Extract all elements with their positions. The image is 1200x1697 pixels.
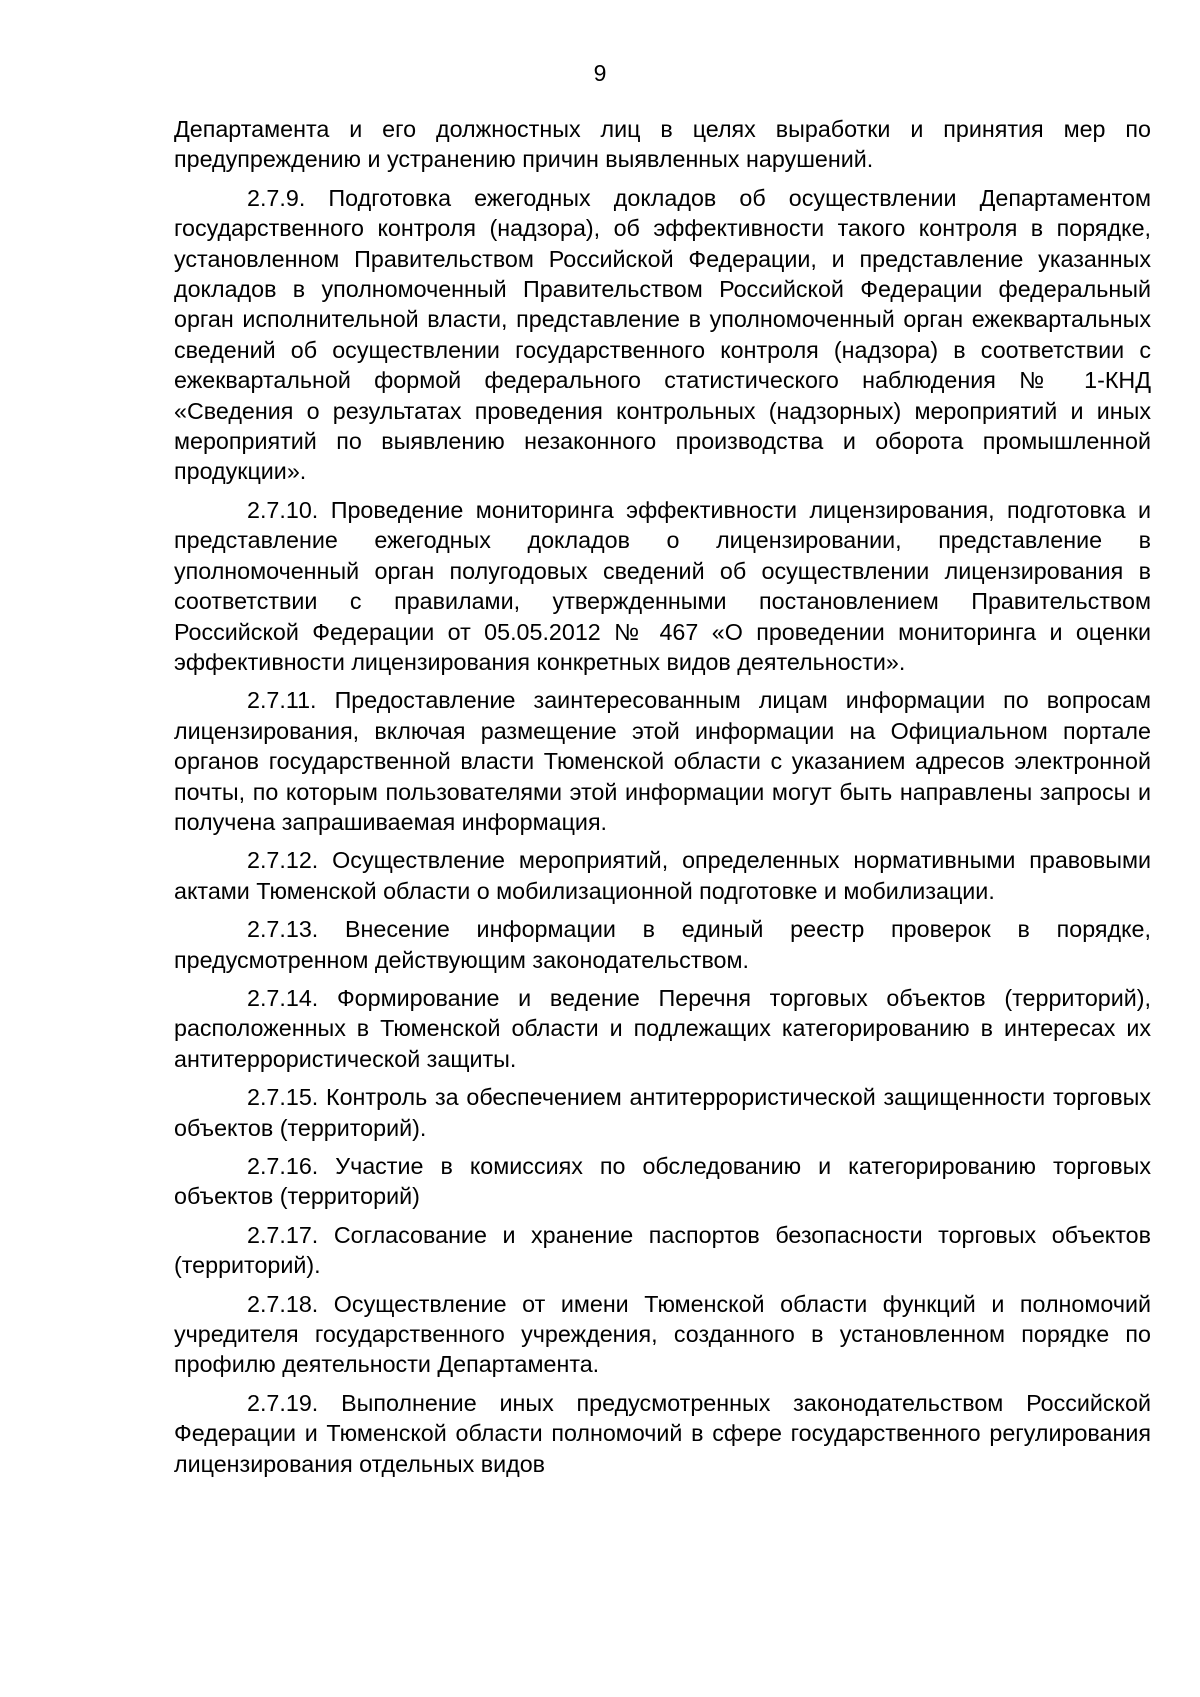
paragraph-2-7-17 xyxy=(174,1220,1151,1281)
paragraph-number: 2.7.10. xyxy=(247,496,319,523)
page-number: 9 xyxy=(593,60,607,86)
paragraph-text: Предоставление заинтересованным лицам информации по вопросам лицензирования, включая размещение этой информации на Официальном портале органов государственной власти Тюменской области с указанием адресов электронной почты, по которым пользователями этой информации могут быть направлены запросы и получена запрашиваемая информация. xyxy=(174,687,1151,835)
paragraph-text: Осуществление мероприятий, определенных нормативными правовыми актами Тюменской области о мобилизационной подготовке и мобилизации. xyxy=(174,847,1151,904)
paragraph-number: 2.7.13. xyxy=(247,916,319,943)
paragraph-number: 2.7.11. xyxy=(247,687,317,714)
paragraph-number: 2.7.19. xyxy=(247,1389,319,1416)
paragraph-number: 2.7.15. xyxy=(247,1084,319,1111)
paragraph-text: Осуществление от имени Тюменской области функций и полномочий учредителя государственного учреждения, созданного в установленном порядке по профилю деятельности Департамента. xyxy=(174,1290,1151,1378)
paragraph-number: 2.7.17. xyxy=(247,1221,319,1248)
paragraph-text: Контроль за обеспечением антитеррористической защищенности торговых объектов (территорий). xyxy=(174,1084,1151,1141)
paragraph-text: Формирование и ведение Перечня торговых объектов (территорий), расположенных в Тюменской области и подлежащих категорированию в интересах их антитеррористической защиты. xyxy=(174,984,1151,1072)
paragraph-2-7-11 xyxy=(174,685,1151,837)
paragraph-number: 2.7.16. xyxy=(247,1153,319,1179)
paragraph-2-7-12 xyxy=(174,845,1151,906)
paragraph-number: 2.7.12. xyxy=(247,847,319,874)
paragraph-text: Участие в комиссиях по обследованию и категорированию торговых объектов (территорий) xyxy=(174,1153,1151,1210)
paragraph-text: Согласование и хранение паспортов безопасности торговых объектов (территорий). xyxy=(174,1221,1151,1279)
paragraph-number: 2.7.18. xyxy=(247,1290,319,1317)
paragraph-text: Внесение информации в единый реестр проверок в порядке, предусмотренном действующим законодательством. xyxy=(174,916,1151,973)
paragraph-2-7-18 xyxy=(174,1289,1151,1380)
paragraph-number: 2.7.14. xyxy=(247,984,319,1011)
paragraph-2-7-9 xyxy=(174,183,1151,487)
paragraph-2-7-13 xyxy=(174,914,1151,975)
paragraph-text: Проведение мониторинга эффективности лицензирования, подготовка и представление ежегодных докладов о лицензировании, представление в уполномоченный орган полугодовых сведений об осуществлении лицензирования в соответствии с правилами, утвержденными постановлением Правительством Российской Федерации от 05.05.2012 № 467 «О проведении мониторинга и оценки эффективности лицензирования конкретных видов деятельности». xyxy=(174,496,1152,675)
paragraph-2-7-14 xyxy=(174,983,1151,1074)
paragraph-2-7-16 xyxy=(174,1151,1151,1212)
paragraph-continuation xyxy=(174,114,1151,175)
paragraph-2-7-15 xyxy=(174,1082,1151,1143)
paragraph-2-7-19 xyxy=(174,1388,1151,1479)
paragraph-text: Выполнение иных предусмотренных законодательством Российской Федерации и Тюменской области полномочий в сфере государственного регулирования лицензирования отдельных видов xyxy=(174,1389,1151,1477)
paragraph-text: Департамента и его должностных лиц в целях выработки и принятия мер по предупреждению и устранению причин выявленных нарушений. xyxy=(174,116,1151,173)
paragraph-number: 2.7.9. xyxy=(247,184,306,211)
document-body xyxy=(174,114,1151,1487)
paragraph-2-7-10 xyxy=(174,495,1151,677)
paragraph-text: Подготовка ежегодных докладов об осуществлении Департаментом государственного контроля (надзора), об эффективности такого контроля в порядке, установленном Правительством Российской Федерации, и представление указанных докладов в уполномоченный Правительством Российской Федерации федеральный орган исполнительной власти, представление в уполномоченный орган ежеквартальных сведений об осуществлении государственного контроля (надзора) в соответствии с ежеквартальной формой федерального статистического наблюдения № 1-КНД «Сведения о результатах проведения контрольных (надзорных) мероприятий и иных мероприятий по выявлению незаконного производства и оборота промышленной продукции». xyxy=(174,184,1151,485)
